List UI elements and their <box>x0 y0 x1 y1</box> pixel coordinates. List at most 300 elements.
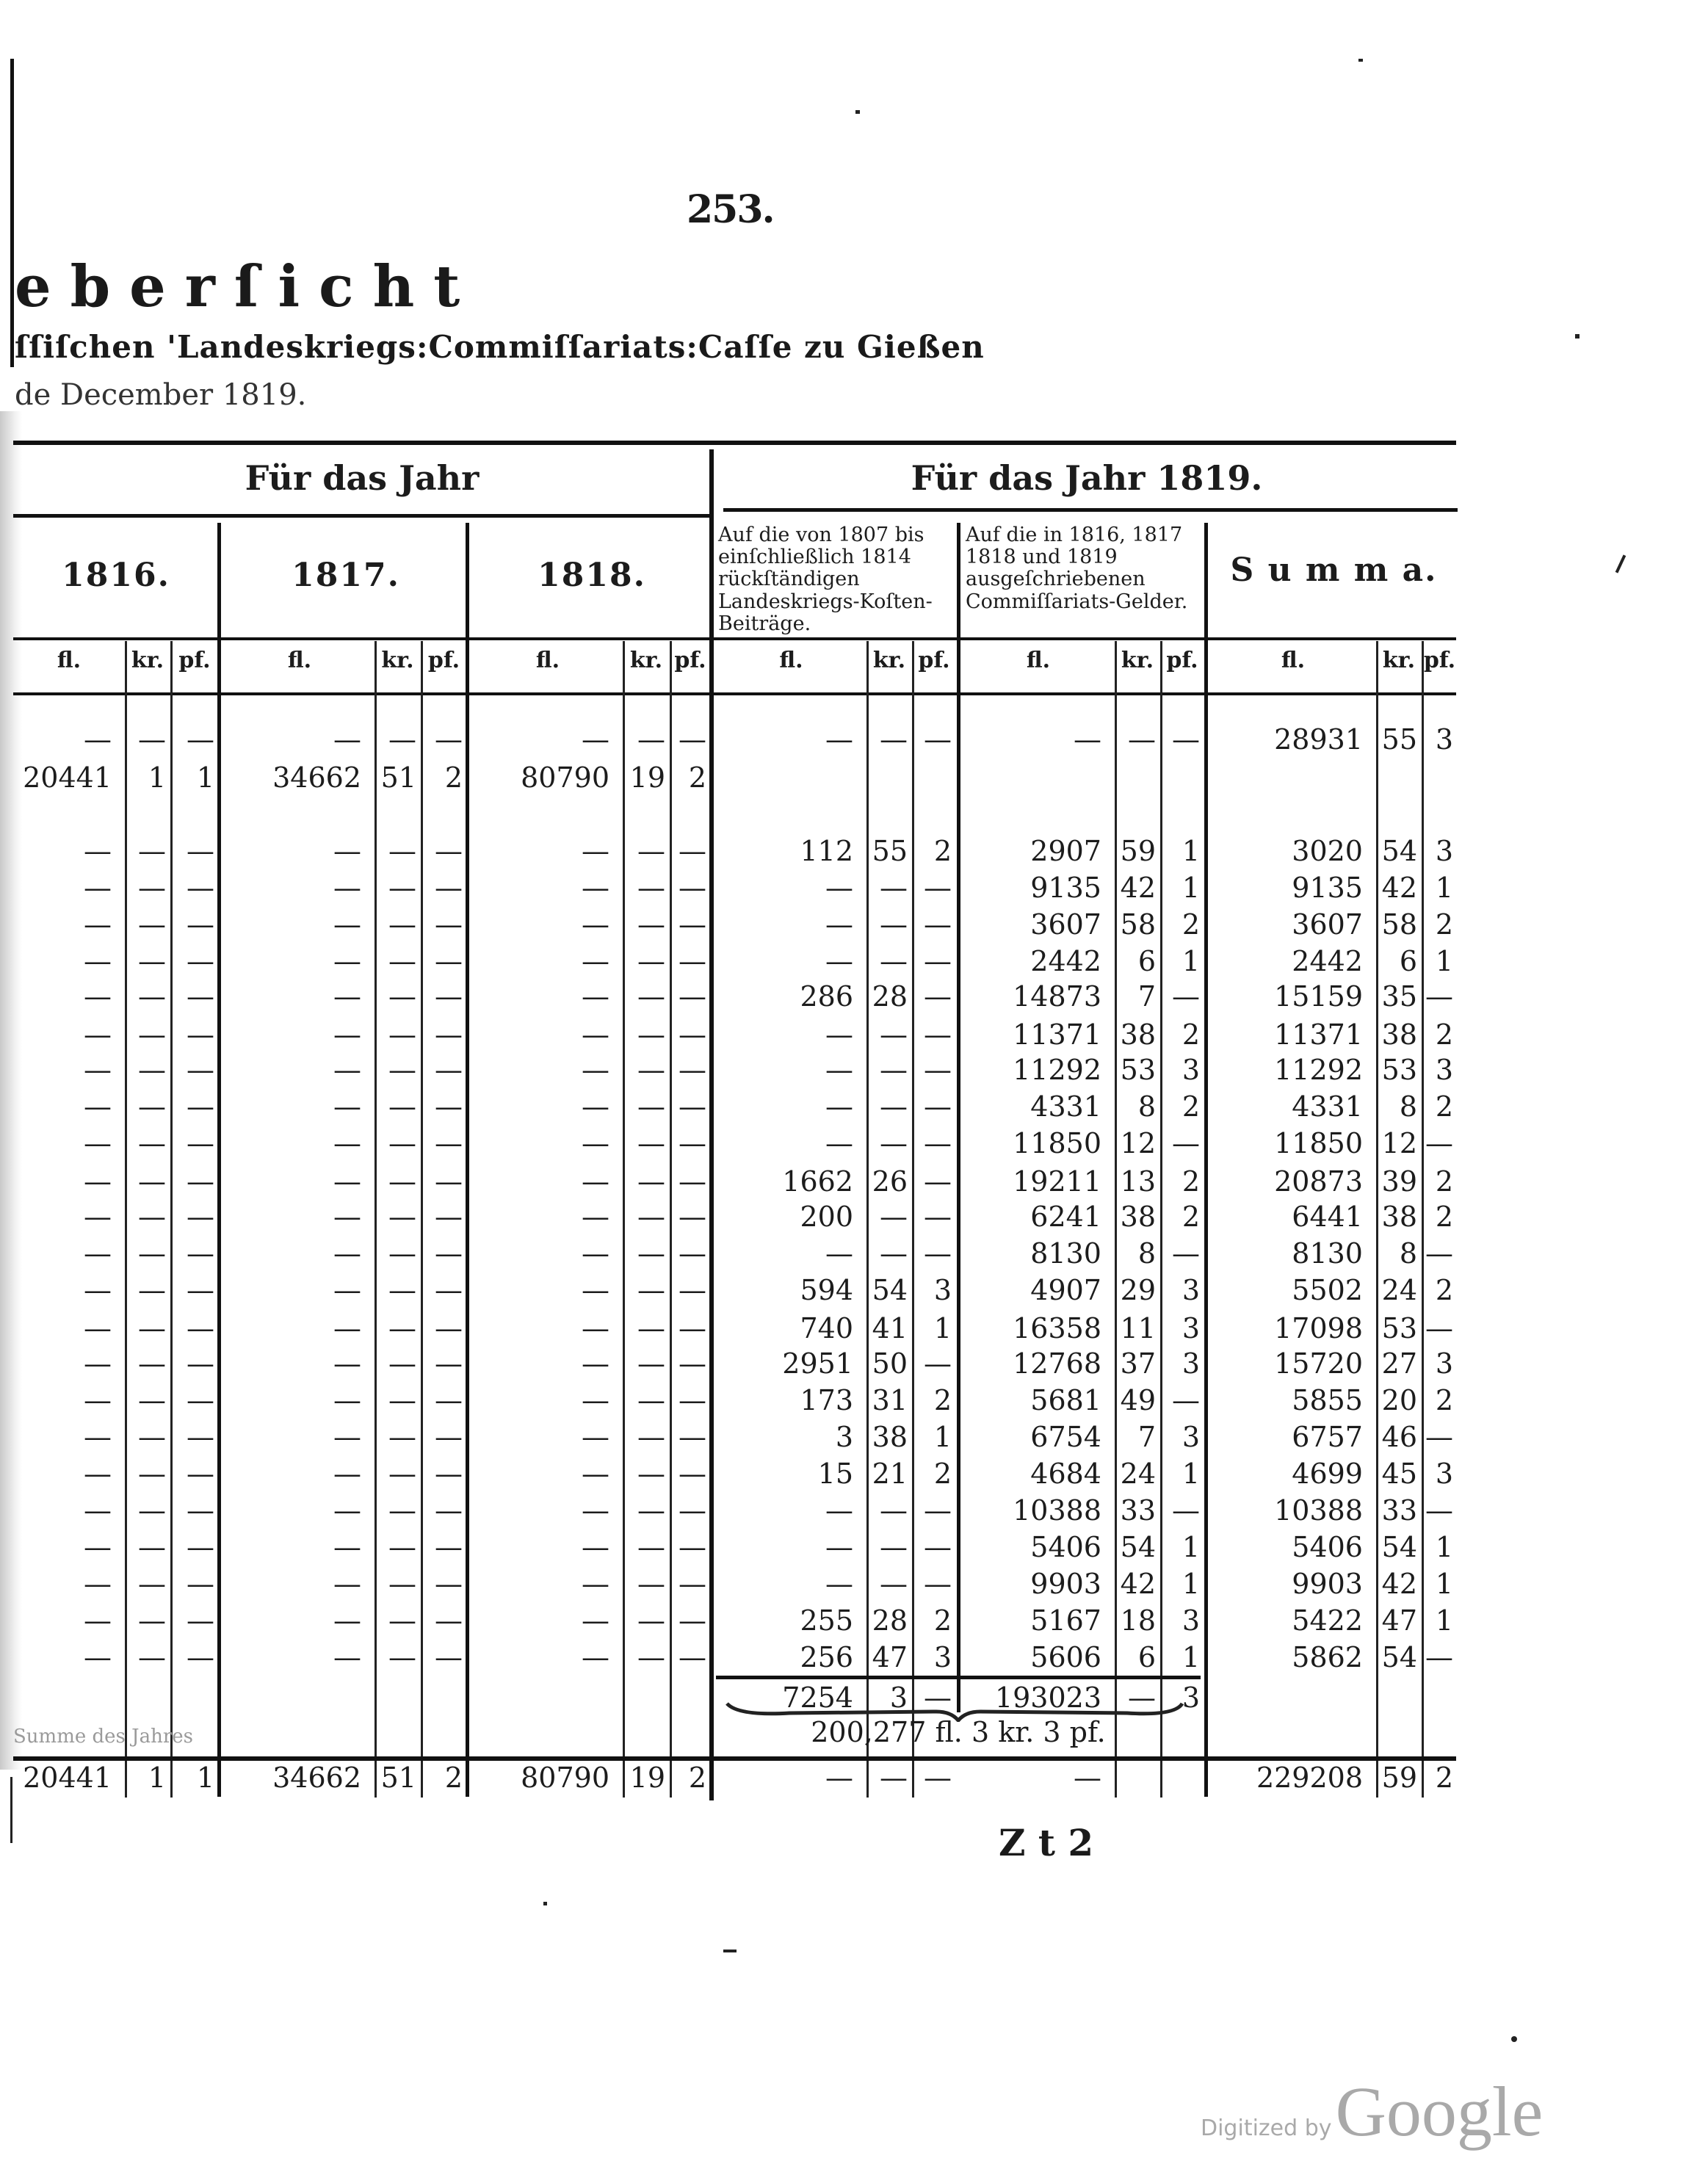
cell-pf: — <box>187 1531 214 1563</box>
cell-fl: — <box>582 980 609 1013</box>
cell-pf: — <box>435 945 463 977</box>
brace-bracket <box>723 1700 1186 1722</box>
cell-kr: — <box>637 1054 665 1086</box>
cell-fl: — <box>333 1421 361 1453</box>
cell-kr: 58 <box>1381 908 1417 941</box>
cell-pf: 2 <box>444 761 463 794</box>
cell-kr: 58 <box>1120 908 1156 941</box>
cell-fl: 14873 <box>1013 980 1101 1013</box>
cell-pf: — <box>924 1201 952 1233</box>
cell-fl: 6441 <box>1292 1201 1363 1233</box>
cell-pf: — <box>924 1090 952 1123</box>
cell-kr: 6 <box>1137 1641 1156 1673</box>
cell-kr: — <box>138 1421 166 1453</box>
cell-fl: 3607 <box>1030 908 1101 941</box>
cell-kr: — <box>637 1604 665 1637</box>
margin-rule <box>10 59 14 367</box>
cell-fl: — <box>582 1165 609 1198</box>
cell-kr: — <box>138 1531 166 1563</box>
cell-kr: 38 <box>872 1421 908 1453</box>
cell-pf: — <box>435 1641 463 1673</box>
cell-pf: 2 <box>933 1384 952 1416</box>
cell-pf: — <box>924 872 952 904</box>
cell-fl: 4699 <box>1292 1458 1363 1490</box>
cell-kr: — <box>388 1604 416 1637</box>
rule-horizontal <box>716 1676 1201 1679</box>
cell-fl: 5422 <box>1292 1604 1363 1637</box>
cell-pf: — <box>1425 1494 1453 1527</box>
cell-kr: — <box>138 1018 166 1051</box>
cell-kr: 19 <box>629 761 665 794</box>
cell-pf: 3 <box>933 1641 952 1673</box>
cell-fl: 256 <box>800 1641 853 1673</box>
cell-kr: 35 <box>1381 980 1417 1013</box>
cell-fl: 16358 <box>1013 1312 1101 1344</box>
cell-fl: — <box>582 1312 609 1344</box>
cell-kr: — <box>388 1568 416 1600</box>
scan-speck <box>1575 334 1579 339</box>
cell-kr: — <box>138 1201 166 1233</box>
cell-fl: 17098 <box>1274 1312 1363 1344</box>
cell-kr: — <box>637 945 665 977</box>
rule-horizontal <box>13 692 1456 695</box>
grand-total-kr: 59 <box>1381 1762 1417 1794</box>
cell-fl: — <box>582 1604 609 1637</box>
cell-kr: 21 <box>872 1458 908 1490</box>
cell-fl: 6757 <box>1292 1421 1363 1453</box>
rule-horizontal <box>13 1756 1456 1761</box>
cell-fl: 5855 <box>1292 1384 1363 1416</box>
cell-fl: — <box>333 1531 361 1563</box>
cell-pf: 2 <box>933 1604 952 1637</box>
cell-pf: — <box>679 1237 706 1270</box>
cell-fl: 15 <box>817 1458 853 1490</box>
cell-pf: — <box>187 1347 214 1380</box>
cell-kr: 49 <box>1120 1384 1156 1416</box>
grand-total-kr: 51 <box>380 1762 416 1794</box>
cell-pf: — <box>679 1312 706 1344</box>
cell-kr: — <box>880 1568 908 1600</box>
cell-kr: 8 <box>1399 1090 1417 1123</box>
unit-kr: kr. <box>381 648 414 673</box>
cell-fl: — <box>825 1237 853 1270</box>
cell-kr: 1 <box>148 761 166 794</box>
cell-fl: — <box>84 1421 112 1453</box>
cell-pf: — <box>435 980 463 1013</box>
cell-fl: — <box>582 1568 609 1600</box>
cell-kr: 33 <box>1120 1494 1156 1527</box>
cell-pf: — <box>924 1347 952 1380</box>
cell-pf: — <box>187 872 214 904</box>
cell-fl: — <box>825 872 853 904</box>
cell-pf: — <box>435 1494 463 1527</box>
cell-kr: — <box>388 1384 416 1416</box>
cell-kr: 59 <box>1120 835 1156 867</box>
cell-fl: — <box>333 1347 361 1380</box>
cell-fl: 112 <box>800 835 853 867</box>
cell-kr: 54 <box>1381 1531 1417 1563</box>
cell-kr: — <box>880 1054 908 1086</box>
unit-pf: pf. <box>674 648 706 673</box>
cell-kr: — <box>388 1054 416 1086</box>
cell-fl: — <box>333 1127 361 1159</box>
cell-pf: 3 <box>1182 1274 1200 1306</box>
page-title: eberſicht <box>15 253 480 320</box>
unit-kr: kr. <box>1382 648 1416 673</box>
combined-1819-total: 200,277 fl. 3 kr. 3 pf. <box>811 1716 1106 1748</box>
cell-kr: 8 <box>1137 1090 1156 1123</box>
cell-pf: — <box>679 1384 706 1416</box>
cell-kr: 42 <box>1120 1568 1156 1600</box>
cell-pf: — <box>924 1531 952 1563</box>
cell-kr: — <box>1128 723 1156 756</box>
cell-fl: — <box>84 1237 112 1270</box>
cell-pf: — <box>435 1237 463 1270</box>
grand-total-pf: — <box>924 1762 952 1794</box>
cell-kr: — <box>880 945 908 977</box>
scan-speck <box>1615 554 1626 573</box>
grand-total-kr: 1 <box>148 1762 166 1794</box>
cell-pf: — <box>679 835 706 867</box>
cell-fl: — <box>825 1018 853 1051</box>
cell-fl: 286 <box>800 980 853 1013</box>
cell-fl: — <box>582 1641 609 1673</box>
cell-pf: — <box>924 1018 952 1051</box>
rule-vertical <box>1204 523 1208 1797</box>
cell-fl: — <box>84 945 112 977</box>
cell-pf: — <box>187 1054 214 1086</box>
cell-pf: 1 <box>1182 835 1200 867</box>
cell-kr: 38 <box>1381 1018 1417 1051</box>
cell-kr: — <box>637 1237 665 1270</box>
cell-fl: — <box>333 1018 361 1051</box>
cell-pf: 3 <box>1182 1312 1200 1344</box>
cell-pf: 2 <box>933 1458 952 1490</box>
year-header-1818: 1818. <box>538 557 646 594</box>
cell-fl: — <box>84 1018 112 1051</box>
cell-kr: — <box>138 1384 166 1416</box>
cell-pf: 1 <box>1182 1531 1200 1563</box>
cell-pf: 1 <box>933 1421 952 1453</box>
cell-kr: — <box>637 1458 665 1490</box>
cell-fl: — <box>84 1312 112 1344</box>
date-line: de December 1819. <box>15 378 307 412</box>
cell-pf: — <box>679 1347 706 1380</box>
cell-fl: — <box>333 1165 361 1198</box>
cell-kr: 38 <box>1120 1201 1156 1233</box>
cell-kr: — <box>138 1347 166 1380</box>
cell-fl: 6754 <box>1030 1421 1101 1453</box>
unit-fl: fl. <box>535 648 560 673</box>
cell-kr: — <box>388 1018 416 1051</box>
cell-fl: — <box>84 1604 112 1637</box>
cell-pf: — <box>187 1384 214 1416</box>
cell-fl: 3607 <box>1292 908 1363 941</box>
cell-pf: — <box>1172 1237 1200 1270</box>
cell-fl: 1662 <box>782 1165 853 1198</box>
cell-fl: 80790 <box>521 761 609 794</box>
cell-fl: — <box>825 1090 853 1123</box>
cell-fl: 34662 <box>272 761 361 794</box>
subtotal-kr: 3 <box>889 1682 908 1714</box>
cell-fl: 9135 <box>1030 872 1101 904</box>
cell-kr: — <box>388 945 416 977</box>
cell-fl: — <box>84 1127 112 1159</box>
cell-kr: 54 <box>1381 1641 1417 1673</box>
cell-pf: — <box>1172 980 1200 1013</box>
cell-pf: — <box>679 1531 706 1563</box>
cell-kr: — <box>637 1165 665 1198</box>
cell-fl: — <box>333 1641 361 1673</box>
grand-total-fl: 20441 <box>23 1762 112 1794</box>
grand-total-pf: 2 <box>444 1762 463 1794</box>
grand-total-fl: 229208 <box>1256 1762 1363 1794</box>
cell-pf: — <box>187 1165 214 1198</box>
cell-kr: — <box>637 1312 665 1344</box>
cell-pf: 2 <box>1435 908 1453 941</box>
cell-kr: 13 <box>1120 1165 1156 1198</box>
cell-kr: 53 <box>1381 1054 1417 1086</box>
scan-speck <box>543 1902 547 1905</box>
cell-fl: 2442 <box>1292 945 1363 977</box>
cell-kr: 12 <box>1120 1127 1156 1159</box>
cell-fl: 4331 <box>1030 1090 1101 1123</box>
cell-fl: 11371 <box>1013 1018 1101 1051</box>
cell-pf: — <box>435 1531 463 1563</box>
cell-pf: — <box>187 1604 214 1637</box>
cell-fl: — <box>582 723 609 756</box>
rule-vertical <box>466 523 469 1797</box>
grand-total-pf: 2 <box>688 1762 706 1794</box>
cell-fl: — <box>84 1531 112 1563</box>
cell-fl: — <box>825 1494 853 1527</box>
cell-pf: — <box>187 1201 214 1233</box>
cell-kr: 8 <box>1399 1237 1417 1270</box>
cell-pf: — <box>679 1018 706 1051</box>
cell-fl: 19211 <box>1013 1165 1101 1198</box>
cell-fl: — <box>333 1237 361 1270</box>
cell-kr: — <box>637 1274 665 1306</box>
cell-fl: — <box>84 980 112 1013</box>
cell-pf: — <box>435 1347 463 1380</box>
cell-fl: — <box>825 945 853 977</box>
cell-kr: 39 <box>1381 1165 1417 1198</box>
cell-fl: 5606 <box>1030 1641 1101 1673</box>
grand-total-kr: 19 <box>629 1762 665 1794</box>
cell-kr: — <box>637 835 665 867</box>
cell-kr: 29 <box>1120 1274 1156 1306</box>
rule-horizontal <box>723 508 1458 512</box>
cell-pf: — <box>435 723 463 756</box>
cell-kr: — <box>138 1568 166 1600</box>
cell-fl: — <box>333 1568 361 1600</box>
cell-pf: 3 <box>1182 1054 1200 1086</box>
cell-pf: — <box>435 1165 463 1198</box>
cell-fl: — <box>582 908 609 941</box>
unit-pf: pf. <box>1166 648 1198 673</box>
cell-pf: — <box>187 1018 214 1051</box>
cell-kr: — <box>880 1090 908 1123</box>
cell-kr: — <box>637 1347 665 1380</box>
cell-pf: 2 <box>1182 908 1200 941</box>
cell-fl: — <box>582 1458 609 1490</box>
cell-pf: 2 <box>1435 1201 1453 1233</box>
unit-fl: fl. <box>287 648 312 673</box>
cell-pf: — <box>924 1165 952 1198</box>
cell-kr: 38 <box>1120 1018 1156 1051</box>
cell-pf: 1 <box>1182 1458 1200 1490</box>
cell-kr: — <box>138 1312 166 1344</box>
cell-pf: — <box>435 1054 463 1086</box>
cell-pf: — <box>187 1421 214 1453</box>
cell-pf: — <box>187 1641 214 1673</box>
cell-fl: — <box>333 835 361 867</box>
cell-pf: — <box>679 1127 706 1159</box>
cell-fl: 5681 <box>1030 1384 1101 1416</box>
margin-rule-bottom <box>10 1777 12 1843</box>
cell-pf: — <box>924 1054 952 1086</box>
cell-fl: — <box>333 1090 361 1123</box>
cell-pf: — <box>679 1165 706 1198</box>
cell-fl: 12768 <box>1013 1347 1101 1380</box>
cell-pf: — <box>435 1568 463 1600</box>
cell-kr: 11 <box>1120 1312 1156 1344</box>
cell-pf: — <box>679 1494 706 1527</box>
cell-kr: — <box>138 723 166 756</box>
cell-fl: — <box>84 1054 112 1086</box>
cell-kr: — <box>138 1127 166 1159</box>
cell-pf: — <box>435 1312 463 1344</box>
scan-speck <box>1358 59 1363 62</box>
cell-pf: — <box>924 945 952 977</box>
cell-pf: 3 <box>1182 1421 1200 1453</box>
cell-fl: — <box>84 1165 112 1198</box>
cell-fl: 4907 <box>1030 1274 1101 1306</box>
signature-mark: Z t 2 <box>999 1821 1094 1864</box>
cell-pf: — <box>1172 723 1200 756</box>
cell-pf: — <box>1172 1127 1200 1159</box>
cell-fl: — <box>582 1274 609 1306</box>
cell-kr: — <box>637 980 665 1013</box>
cell-pf: 2 <box>933 835 952 867</box>
cell-kr: — <box>880 1494 908 1527</box>
cell-kr: — <box>138 1604 166 1637</box>
cell-fl: 5406 <box>1292 1531 1363 1563</box>
cell-pf: — <box>924 723 952 756</box>
cell-fl: — <box>84 908 112 941</box>
cell-kr: — <box>388 723 416 756</box>
cell-kr: — <box>637 908 665 941</box>
cell-fl: — <box>582 1237 609 1270</box>
year-header-1817: 1817. <box>292 557 400 594</box>
cell-fl: — <box>582 1384 609 1416</box>
cell-kr: — <box>388 1347 416 1380</box>
unit-pf: pf. <box>427 648 460 673</box>
cell-pf: — <box>924 908 952 941</box>
cell-pf: — <box>435 872 463 904</box>
cell-kr: 41 <box>872 1312 908 1344</box>
unit-pf: pf. <box>1423 648 1456 673</box>
unit-kr: kr. <box>1121 648 1154 673</box>
grand-total-fl: — <box>825 1762 853 1794</box>
unit-kr: kr. <box>131 648 164 673</box>
cell-fl: — <box>582 1421 609 1453</box>
cell-fl: — <box>582 1090 609 1123</box>
digitized-watermark <box>1201 2071 1543 2152</box>
cell-kr: — <box>388 835 416 867</box>
cell-pf: — <box>435 1421 463 1453</box>
cell-pf: — <box>1425 980 1453 1013</box>
cell-pf: — <box>187 835 214 867</box>
cell-pf: 1 <box>1182 872 1200 904</box>
cell-pf: — <box>679 980 706 1013</box>
cell-kr: — <box>388 1312 416 1344</box>
cell-pf: — <box>1172 1384 1200 1416</box>
cell-pf: — <box>435 1384 463 1416</box>
cell-fl: — <box>582 1531 609 1563</box>
cell-fl: — <box>582 1347 609 1380</box>
cell-kr: 55 <box>872 835 908 867</box>
cell-pf: 2 <box>1182 1090 1200 1123</box>
cell-fl: — <box>84 1494 112 1527</box>
cell-fl: 9903 <box>1292 1568 1363 1600</box>
cell-fl: — <box>84 835 112 867</box>
cell-fl: 5167 <box>1030 1604 1101 1637</box>
cell-pf: — <box>187 1458 214 1490</box>
cell-fl: — <box>84 1641 112 1673</box>
cell-pf: 3 <box>1435 723 1453 756</box>
cell-kr: 37 <box>1120 1347 1156 1380</box>
cell-fl: — <box>84 1458 112 1490</box>
cell-pf: — <box>187 980 214 1013</box>
cell-pf: 1 <box>1435 1568 1453 1600</box>
cell-kr: 53 <box>1381 1312 1417 1344</box>
cell-kr: — <box>637 1090 665 1123</box>
faded-margin-note: Summe des Jahres <box>13 1726 193 1748</box>
cell-kr: — <box>138 835 166 867</box>
cell-pf: — <box>187 1312 214 1344</box>
cell-kr: — <box>388 1274 416 1306</box>
subtotal-fl: 193023 <box>994 1682 1101 1714</box>
cell-kr: — <box>880 1127 908 1159</box>
cell-pf: 1 <box>196 761 214 794</box>
cell-fl: 9135 <box>1292 872 1363 904</box>
subtotal-pf: 3 <box>1182 1682 1200 1714</box>
cell-fl: 8130 <box>1292 1237 1363 1270</box>
cell-fl: 20441 <box>23 761 112 794</box>
cell-fl: — <box>582 1018 609 1051</box>
col-header-commissariats-gelder: Auf die in 1816, 1817 1818 und 1819 ausgeſchriebenen Commiſſariats-Gelder. <box>966 524 1188 613</box>
cell-kr: 28 <box>872 980 908 1013</box>
unit-pf: pf. <box>918 648 950 673</box>
cell-kr: — <box>388 1165 416 1198</box>
cell-fl: — <box>84 1347 112 1380</box>
cell-pf: 1 <box>1182 1568 1200 1600</box>
cell-kr: — <box>880 1237 908 1270</box>
cell-fl: — <box>582 1494 609 1527</box>
cell-kr: 18 <box>1120 1604 1156 1637</box>
cell-fl: — <box>1074 723 1101 756</box>
cell-fl: 2951 <box>782 1347 853 1380</box>
cell-pf: — <box>679 1201 706 1233</box>
watermark-prefix: Digitized by <box>1201 2115 1332 2141</box>
cell-fl: 9903 <box>1030 1568 1101 1600</box>
grand-total-pf: 1 <box>196 1762 214 1794</box>
cell-fl: — <box>333 1494 361 1527</box>
cell-fl: — <box>333 1054 361 1086</box>
cell-kr: — <box>388 980 416 1013</box>
cell-kr: 53 <box>1120 1054 1156 1086</box>
